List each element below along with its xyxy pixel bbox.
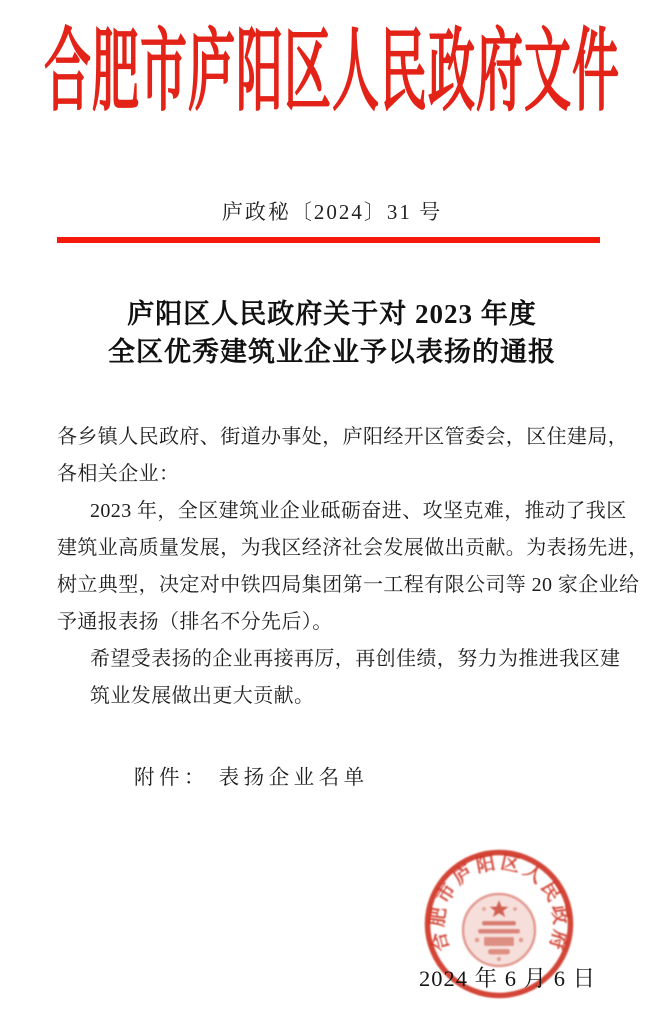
body-line: 建筑业高质量发展，为我区经济社会发展做出贡献。为表扬先进， (57, 537, 649, 559)
document-date: 2024 年 6 月 6 日 (419, 966, 597, 991)
seal-text: 合肥市庐阳区人民政府 (427, 852, 571, 956)
body-line: 2023 年，全区建筑业企业砥砺奋进、攻坚克难，推动了我区 (90, 500, 627, 522)
body-line: 各相关企业： (57, 463, 180, 485)
document-title-line-1: 庐阳区人民政府关于对 2023 年度 (127, 299, 537, 329)
attachment-note: 附件： 表扬企业名单 (134, 767, 369, 789)
body-line: 希望受表扬的企业再接再厉，再创佳绩，努力为推进我区建 (90, 648, 621, 670)
document-body (57, 419, 649, 715)
document-reference-number: 庐政秘〔2024〕31 号 (221, 200, 443, 224)
body-line: 筑业发展做出更大贡献。 (90, 685, 315, 707)
document-title (0, 295, 664, 371)
body-line: 各乡镇人民政府、街道办事处，庐阳经开区管委会，区住建局， (57, 426, 629, 448)
seal-emblem-icon (463, 894, 535, 966)
letterhead-title: 合肥市庐阳区人民政府文件 (44, 23, 620, 123)
red-divider-rule (57, 237, 600, 243)
body-line: 树立典型，决定对中铁四局集团第一工程有限公司等 20 家企业给 (57, 574, 640, 596)
document-title-line-2: 全区优秀建筑业企业予以表扬的通报 (108, 337, 556, 367)
body-line: 予通报表扬（排名不分先后）。 (57, 611, 333, 633)
